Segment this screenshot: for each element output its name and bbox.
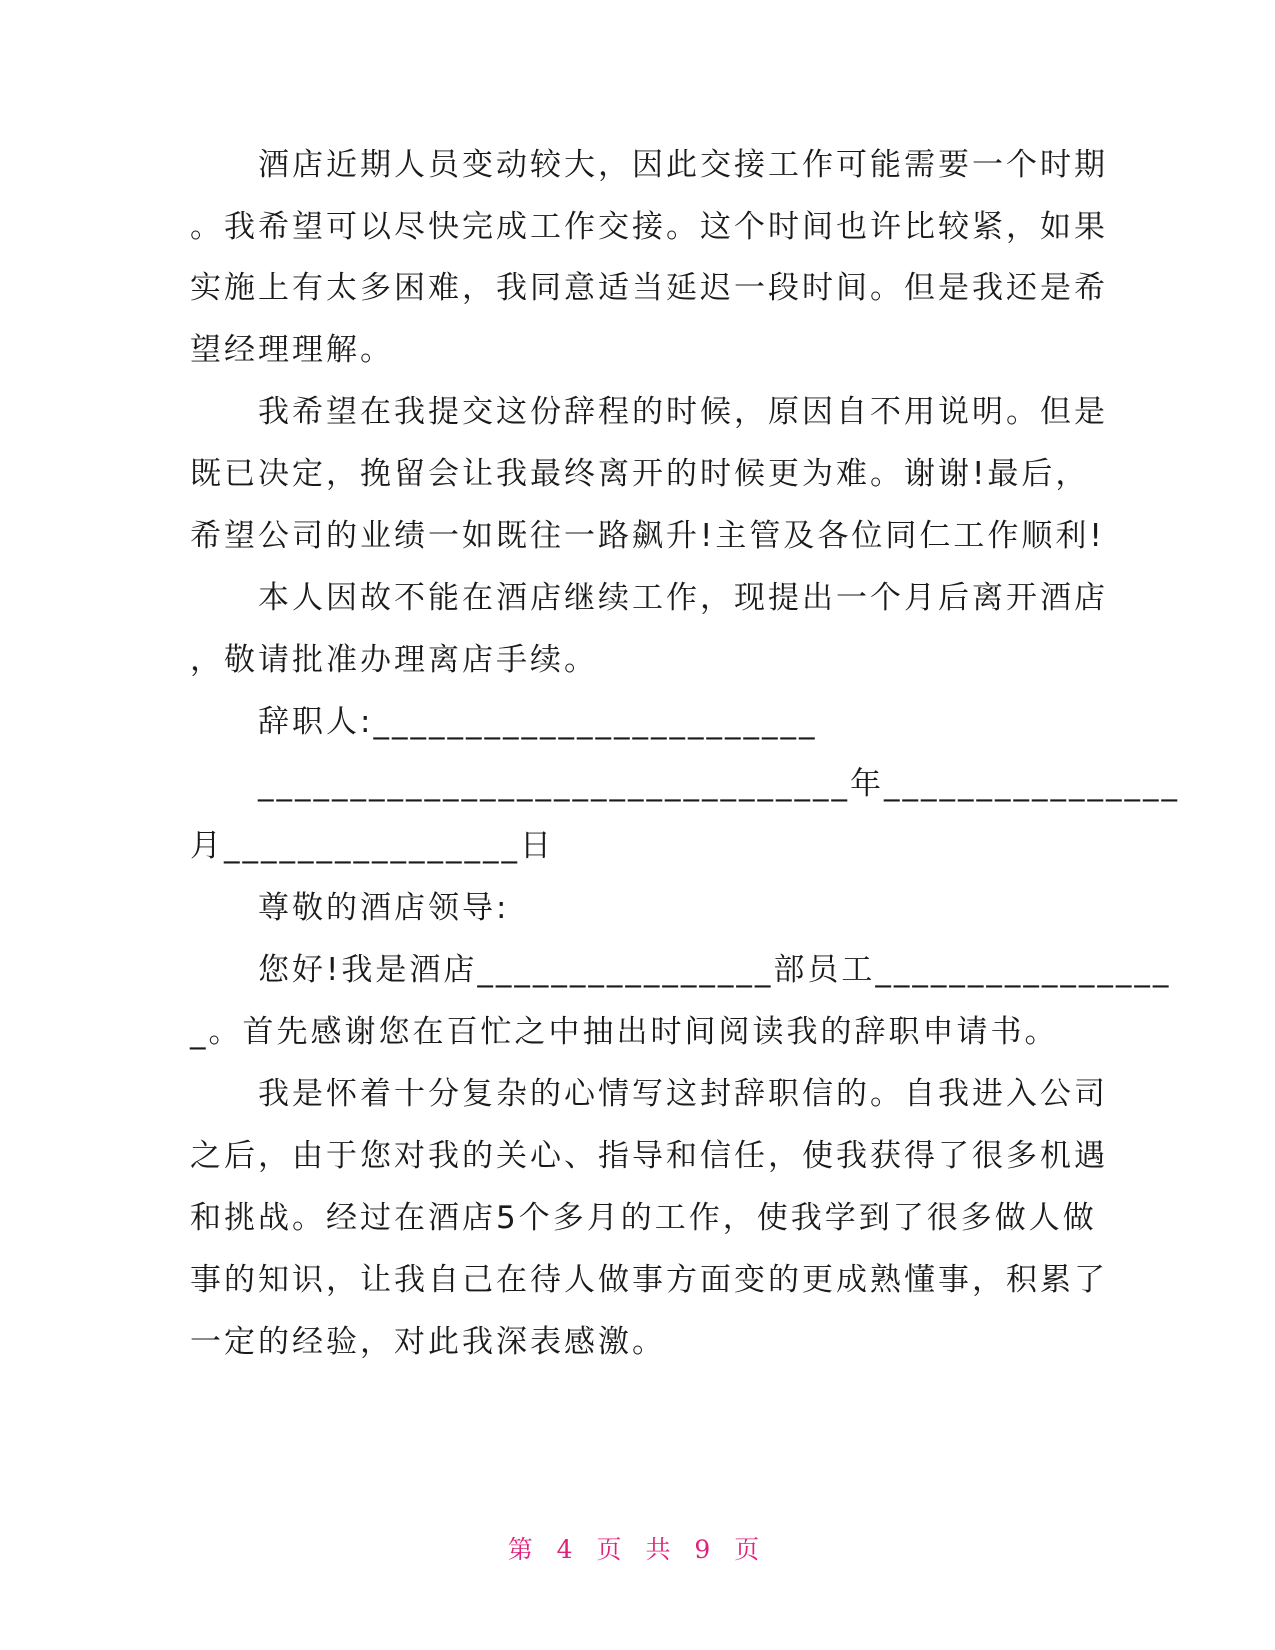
signature-line: 辞职人:________________________ [190, 704, 818, 740]
date-line: ________________________________年________________ [190, 766, 1180, 802]
body-line: 本人因故不能在酒店继续工作，现提出一个月后离开酒店 [190, 580, 1108, 616]
body-line: 您好!我是酒店________________部员工________________ [190, 952, 1172, 988]
body-line: 一定的经验，对此我深表感激。 [190, 1324, 666, 1360]
body-line: ，敬请批准办理离店手续。 [190, 642, 598, 678]
body-line: 我希望在我提交这份辞程的时候，原因自不用说明。但是 [190, 394, 1108, 430]
body-line: 既已决定，挽留会让我最终离开的时候更为难。谢谢!最后， [190, 456, 1090, 492]
body-line: 希望公司的业绩一如既往一路飙升!主管及各位同仁工作顺利! [190, 518, 1105, 554]
body-line: _。首先感谢您在百忙之中抽出时间阅读我的辞职申请书。 [190, 1014, 1059, 1050]
body-line: 酒店近期人员变动较大，因此交接工作可能需要一个时期 [190, 147, 1108, 183]
body-line: 望经理理解。 [190, 332, 394, 368]
body-line: 事的知识，让我自己在待人做事方面变的更成熟懂事，积累了 [190, 1262, 1108, 1298]
date-line: 月________________日 [190, 828, 554, 864]
body-line: 。我希望可以尽快完成工作交接。这个时间也许比较紧，如果 [190, 209, 1108, 245]
body-line: 我是怀着十分复杂的心情写这封辞职信的。自我进入公司 [190, 1076, 1108, 1112]
body-line: 和挑战。经过在酒店5个多月的工作，使我学到了很多做人做 [190, 1200, 1097, 1236]
body-line: 实施上有太多困难，我同意适当延迟一段时间。但是我还是希 [190, 270, 1108, 306]
body-line: 之后，由于您对我的关心、指导和信任，使我获得了很多机遇 [190, 1138, 1108, 1174]
page-number-footer: 第 4 页 共 9 页 [507, 1535, 768, 1564]
salutation: 尊敬的酒店领导: [190, 890, 510, 926]
